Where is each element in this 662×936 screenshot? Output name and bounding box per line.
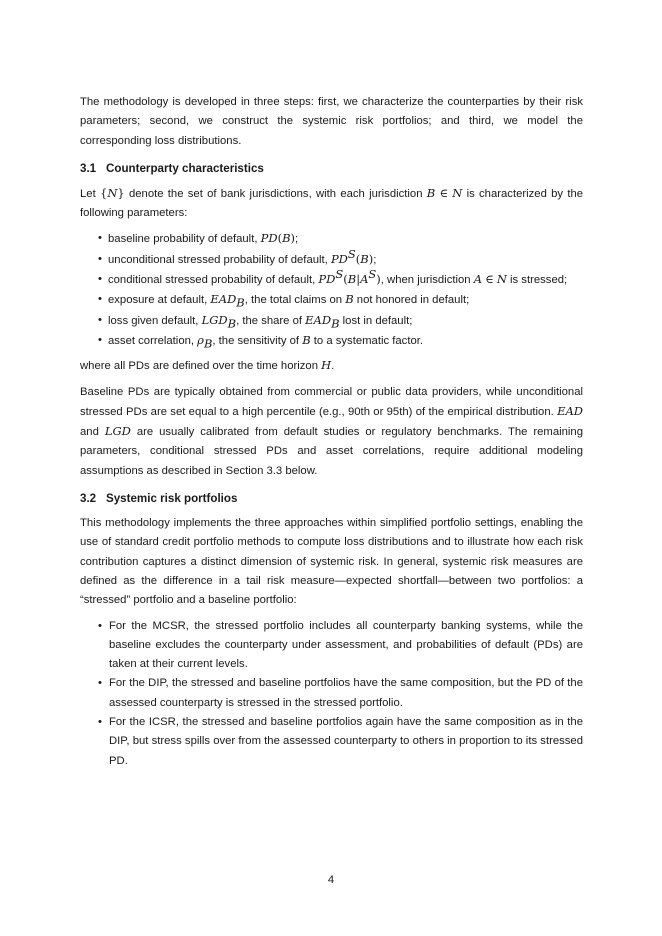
page-body xyxy=(80,93,583,776)
section-title: Systemic risk portfolios xyxy=(106,492,238,506)
list-item: • unconditional stressed probability of default, $PD^S(B)$; xyxy=(80,250,583,270)
list-item: • For the MCSR, the stressed portfolio includes all counterparty banking systems, while the baseline excludes the counterparty under assessment, and probabilities of default (PDs) are taken at their current levels. xyxy=(80,617,583,675)
list-item: • conditional stressed probability of default, $PD^S(B|A^S)$, when jurisdiction A ∈ N is stressed; xyxy=(80,270,583,290)
list-item: • exposure at default, $EAD_B$, the total claims on B not honored in default; xyxy=(80,290,583,310)
section-3-1-heading xyxy=(80,159,583,178)
horizon-sentence: where all PDs are defined over the time horizon H. xyxy=(80,358,335,373)
page-number: 4 xyxy=(327,874,335,886)
jurisdictions-paragraph: Let {N} denote the set of bank jurisdictions, with each jurisdiction B ∈ N is characterized by the following parameters: xyxy=(80,185,584,220)
section-number: 3.2 xyxy=(80,492,97,506)
list-item: • For the ICSR, the stressed and baseline portfolios again have the same composition as in the DIP, but stress spills over from the assessed counterparty to others in proportion to its stressed PD. xyxy=(80,713,583,771)
section-3-2-heading xyxy=(80,489,583,508)
list-item: • baseline probability of default, PD(B); xyxy=(80,229,583,249)
portfolio-approach-list xyxy=(80,617,583,771)
list-item: • For the DIP, the stressed and baseline portfolios have the same composition, but the PD of the assessed counterparty is stressed in the stressed portfolio. xyxy=(80,674,583,713)
parameter-list xyxy=(80,229,583,351)
calibration-paragraph: Baseline PDs are typically obtained from commercial or public data providers, while unconditional stressed PDs are set equal to a high percentile (e.g., 90th or 95th) of the empirical distribution. EAD and LGD are usually calibrated from default studies or regulatory benchmarks. The remaining parameters, conditional stressed PDs and asset correlations, require additional modeling assumptions as described in Section 3.3 below. xyxy=(80,385,583,477)
section-number: 3.1 xyxy=(80,161,97,175)
list-item: • asset correlation, $\rho_B$, the sensitivity of B to a systematic factor. xyxy=(80,331,583,351)
list-item: • loss given default, $LGD_B$, the share of $EAD_B$ lost in default; xyxy=(80,311,583,331)
portfolios-paragraph: This methodology implements the three approaches within simplified portfolio settings, enabling the use of standard credit portfolio methods to compute loss distributions and to illustrate how each risk contribution captures a distinct dimension of systemic risk. In general, systemic risk measures are defined as the difference in a tail risk measure—expected shortfall—between two portfolios: a “stressed” portfolio and a baseline portfolio: xyxy=(80,517,583,607)
intro-paragraph: The methodology is developed in three steps: first, we characterize the counterparties by their risk parameters; second, we construct the systemic risk portfolios; and third, we model the corresponding loss distributions. xyxy=(80,96,583,147)
section-title: Counterparty characteristics xyxy=(106,161,264,175)
